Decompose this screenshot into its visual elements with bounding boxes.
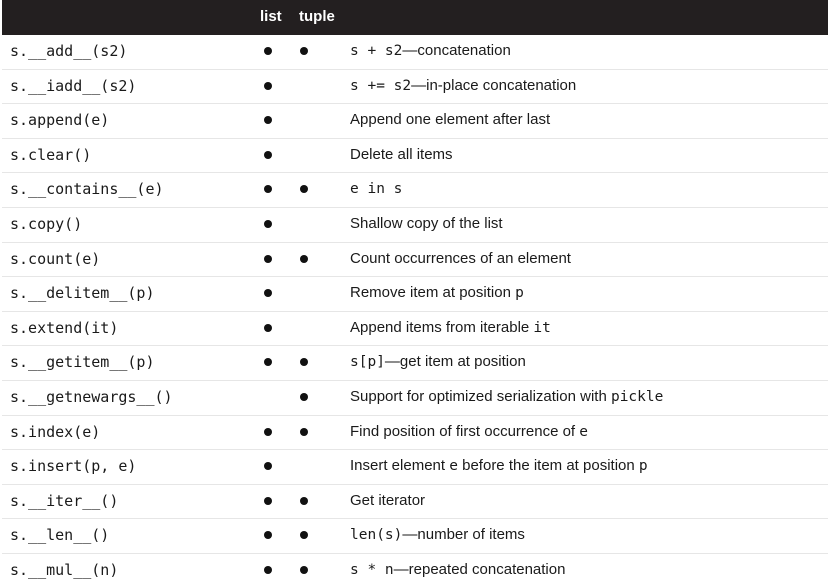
- table-row: [2, 208, 828, 243]
- method-description: [350, 111, 550, 128]
- description-code: s + s2: [350, 43, 403, 59]
- method-description: [350, 215, 503, 232]
- table-row: [2, 70, 828, 105]
- method-name: s.__mul__(n): [10, 560, 119, 579]
- method-description: [350, 526, 525, 543]
- tuple-supported-dot: [300, 255, 308, 263]
- methods-table: [2, 0, 828, 588]
- list-supported-dot: [264, 289, 272, 297]
- method-description: [350, 319, 551, 336]
- description-text: Delete all items: [350, 145, 453, 163]
- method-description: [350, 250, 571, 267]
- method-name: s.__iter__(): [10, 491, 119, 510]
- description-text: Count occurrences of an element: [350, 249, 571, 267]
- description-text: Append one element after last: [350, 111, 551, 129]
- table-body: [2, 35, 828, 588]
- list-supported-dot: [264, 220, 272, 228]
- list-supported-dot: [264, 462, 272, 470]
- method-description: [350, 561, 565, 578]
- method-name: s.index(e): [10, 422, 101, 441]
- list-supported-dot: [264, 116, 272, 124]
- tuple-supported-dot: [300, 393, 308, 401]
- table-row: [2, 173, 828, 208]
- description-code: pickle: [610, 388, 664, 405]
- table-row: [2, 554, 828, 588]
- table-row: [2, 346, 828, 381]
- method-description: [350, 457, 648, 474]
- list-supported-dot: [264, 566, 272, 574]
- table-row: [2, 104, 828, 139]
- method-name: s.__add__(s2): [10, 42, 128, 60]
- description-text: Remove item at position: [350, 284, 516, 302]
- method-description: [350, 423, 588, 440]
- description-text: Find position of first occurrence of: [350, 422, 580, 440]
- description-code: s[p]: [350, 354, 385, 371]
- list-supported-dot: [264, 531, 272, 539]
- tuple-supported-dot: [300, 497, 308, 505]
- method-description: [350, 492, 425, 509]
- table-row: [2, 312, 828, 347]
- description-text: —in-place concatenation: [411, 76, 577, 94]
- description-text: Get iterator: [350, 491, 426, 509]
- list-supported-dot: [264, 324, 272, 332]
- list-column-header: list: [260, 8, 282, 25]
- table-row: [2, 450, 828, 485]
- table-row: [2, 139, 828, 174]
- description-text: —number of items: [402, 526, 525, 544]
- table-row: [2, 277, 828, 312]
- method-name: s.__getitem__(p): [10, 353, 155, 372]
- method-name: s.__contains__(e): [10, 180, 164, 199]
- method-name: s.__len__(): [10, 526, 110, 545]
- tuple-supported-dot: [300, 566, 308, 574]
- description-code: len(s): [350, 527, 403, 544]
- table-row: [2, 243, 828, 278]
- description-code: it: [533, 319, 551, 336]
- table-row: [2, 519, 828, 554]
- tuple-supported-dot: [300, 47, 308, 55]
- method-name: s.__iadd__(s2): [10, 76, 137, 95]
- method-description: [350, 77, 576, 94]
- tuple-supported-dot: [300, 531, 308, 539]
- method-description: [350, 284, 524, 301]
- description-text: Insert element: [350, 457, 450, 475]
- method-name: s.__getnewargs__(): [10, 387, 173, 406]
- description-code: e in s: [350, 181, 403, 198]
- list-supported-dot: [264, 497, 272, 505]
- table-row: [2, 35, 828, 70]
- description-text: —repeated concatenation: [393, 560, 566, 578]
- description-text: Support for optimized serialization with: [350, 387, 611, 405]
- list-supported-dot: [264, 47, 272, 55]
- list-supported-dot: [264, 151, 272, 159]
- description-code: e: [579, 423, 589, 440]
- table-header: [2, 0, 828, 35]
- list-supported-dot: [264, 428, 272, 436]
- method-name: s.clear(): [10, 145, 92, 164]
- table-row: [2, 485, 828, 520]
- method-description: [350, 146, 453, 163]
- description-code: p: [638, 458, 648, 475]
- method-description: [350, 180, 402, 197]
- list-supported-dot: [264, 185, 272, 193]
- description-code: e: [449, 458, 458, 475]
- table-row: [2, 416, 828, 451]
- tuple-supported-dot: [300, 358, 308, 366]
- method-description: [350, 42, 511, 59]
- method-description: [350, 388, 663, 405]
- table-row: [2, 381, 828, 416]
- description-code: p: [515, 285, 524, 302]
- method-name: s.insert(p, e): [10, 457, 137, 476]
- method-description: [350, 353, 526, 370]
- description-text: —get item at position: [384, 353, 526, 371]
- method-name: s.count(e): [10, 249, 101, 268]
- method-name: s.__delitem__(p): [10, 284, 155, 303]
- description-text: Append items from iterable: [350, 318, 534, 336]
- description-text: before the item at position: [457, 457, 639, 475]
- list-supported-dot: [264, 255, 272, 263]
- list-supported-dot: [264, 358, 272, 366]
- description-code: s += s2: [350, 77, 412, 94]
- tuple-supported-dot: [300, 428, 308, 436]
- tuple-supported-dot: [300, 185, 308, 193]
- tuple-column-header: tuple: [299, 8, 335, 25]
- list-supported-dot: [264, 82, 272, 90]
- method-name: s.extend(it): [10, 318, 119, 337]
- description-code: s * n: [350, 561, 394, 578]
- method-name: s.append(e): [10, 111, 110, 130]
- method-name: s.copy(): [10, 214, 83, 233]
- description-text: —concatenation: [402, 42, 511, 59]
- description-text: Shallow copy of the list: [350, 214, 503, 232]
